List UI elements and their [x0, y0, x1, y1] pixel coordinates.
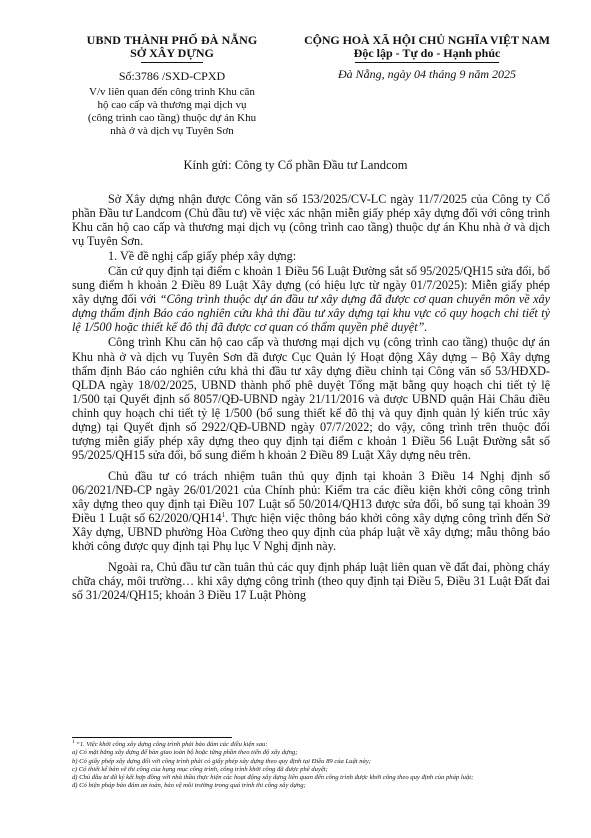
footnotes — [72, 741, 550, 791]
footnote-item — [72, 741, 550, 749]
footnote-reference[interactable]: 1 — [221, 510, 226, 519]
legal-basis-text: Căn cứ quy định tại điểm c khoản 1 Điều 56 Luật Đường sắt số 95/2025/QH15 sửa đổi, bổ sung điểm h khoản 2 Điều 89 Luật Xây dựng (có hiệu lực từ ngày 01/7/2025): Miễn giấy phép xây dựng đối với — [72, 264, 550, 307]
document-date: Đà Nẵng, ngày 04 tháng 9 năm 2025 — [338, 67, 516, 81]
paragraph-legal-basis — [72, 264, 550, 334]
paragraph-project-status: Công trình Khu căn hộ cao cấp và thương mại dịch vụ (công trình cao tầng) thuộc dự án Khu nhà ở và dịch vụ Tuyên Sơn đã được Cục Quản lý Hoạt động Xây dựng – Bộ Xây dựng thẩm định Báo cáo nghiên cứu khả thi đầu tư xây dựng điều chỉnh tại Công văn số 53/HĐXD-QLDA ngày 18/02/2025, UBND thành phố phê duyệt Tổng mặt bằng quy hoạch chi tiết tỷ lệ 1/500 tại Quyết định số 8057/QĐ-UBND ngày 21/11/2016 và được UBND quận Hải Châu điều chỉnh quy hoạch chi tiết tỷ lệ 1/500 (bổ sung thiết kế đô thị và quy định quản lý kiến trúc xây dựng) tại Quyết định số 2922/QĐ-UBND ngày 07/7/2022; do vậy, công trình trên thuộc đối tượng miễn giấy phép xây dựng theo quy định tại điểm c khoản 1 Điều 56 Luật Đường sắt số 95/2025/QH15 sửa đổi, bổ sung điểm h khoản 2 Điều 89 Luật Xây dựng nêu trên. — [72, 335, 550, 462]
issuing-authority: UBND THÀNH PHỐ ĐÀ NẴNG — [86, 33, 258, 47]
issuer-underline — [141, 62, 203, 63]
footnote-separator — [72, 737, 232, 738]
footnote-item: b) Có giấy phép xây dựng đối với công trình phải có giấy phép xây dựng theo quy định tại Điều 89 của Luật này; — [72, 757, 371, 765]
document-body — [72, 192, 550, 602]
footnote-item: d) Chủ đầu tư đã ký kết hợp đồng với nhà thầu thực hiện các hoạt động xây dựng liên quan đến công trình được khởi công theo quy định của pháp luật; — [72, 774, 474, 782]
footnote-marker: 1 — [72, 739, 75, 745]
obligations-text: Chủ đầu tư có trách nhiệm tuân thủ quy định tại khoản 3 Điều 14 Nghị định số 06/2021/NĐ-CP ngày 26/01/2021 của Chính phủ: Kiểm tra các điều kiện khởi công công trình xây dựng theo quy định tại Điều 107 Luật số 50/2014/QH13 được sửa đổi, bổ sung tại khoản 39 Điều 1 Luật số 62/2020/QH14 — [72, 468, 550, 526]
document-subject: V/v liên quan đến công trình Khu căn hộ cao cấp và thương mại dịch vụ (công trình cao tầng) thuộc dự án Khu nhà ở và dịch vụ Tuyên Sơn — [87, 86, 257, 137]
national-heading-block — [286, 34, 568, 81]
country-name: CỘNG HOÀ XÃ HỘI CHỦ NGHĨA VIỆT NAM — [304, 33, 550, 47]
footnote-item: a) Có mặt bằng xây dựng để bàn giao toàn bộ hoặc từng phần theo tiến độ xây dựng; — [72, 749, 298, 757]
paragraph-other-regulations: Ngoài ra, Chủ đầu tư cần tuân thủ các quy định pháp luật liên quan về đất đai, phòng cháy chữa cháy, môi trường… khi xây dựng công trình (theo quy định tại Điều 5, Điều 31 Luật Đất đai số 31/2024/QH15; khoản 3 Điều 17 Luật Phòng — [72, 560, 550, 603]
issuer-block — [62, 34, 282, 138]
recipient-line: Kính gửi: Công ty Cổ phần Đầu tư Landcom — [183, 158, 408, 172]
obligations-text-cont: . Thực hiện việc thông báo khởi công xây dựng công trình đến Sở Xây dựng, UBND phường Hòa Cường theo quy định của pháp luật về xây dựng; mẫu thông báo khởi công được quy định tại Phụ lục V Nghị định này. — [72, 511, 550, 554]
paragraph-investor-obligations — [72, 469, 550, 553]
motto-underline — [355, 62, 499, 63]
footnote-item: đ) Có biện pháp bảo đảm an toàn, bảo vệ môi trường trong quá trình thi công xây dựng; — [72, 782, 306, 790]
paragraph-intro: Sở Xây dựng nhận được Công văn số 153/2025/CV-LC ngày 11/7/2025 của Công ty Cổ phần Đầu tư Landcom (Chủ đầu tư) về việc xác nhận miễn giấy phép xây dựng đối với công trình Khu căn hộ cao cấp và thương mại dịch vụ (công trình cao tầng) thuộc dự án Khu nhà ở và dịch vụ Tuyên Sơn. — [72, 192, 550, 249]
document-header — [0, 34, 591, 144]
document-number: Số:3786 /SXD-CPXD — [118, 69, 226, 83]
footnote-text: “1. Việc khởi công xây dựng công trình phải bảo đảm các điều kiện sau: — [74, 741, 268, 748]
section-heading-permit: 1. Về đề nghị cấp giấy phép xây dựng: — [108, 249, 297, 264]
legal-basis-quote: “Công trình thuộc dự án đầu tư xây dựng đã được cơ quan chuyên môn về xây dựng thẩm định Báo cáo nghiên cứu khả thi đầu tư xây dựng tại khu vực có quy hoạch chi tiết tỷ lệ 1/500 hoặc thiết kế đô thị đã được cơ quan có thẩm quyền phê duyệt”. — [72, 292, 550, 335]
issuing-department: SỞ XÂY DỰNG — [130, 46, 214, 60]
national-motto: Độc lập - Tự do - Hạnh phúc — [353, 46, 501, 60]
footnote-item: c) Có thiết kế bản vẽ thi công của hạng mục công trình, công trình khởi công đã được phê duyệt; — [72, 765, 328, 773]
